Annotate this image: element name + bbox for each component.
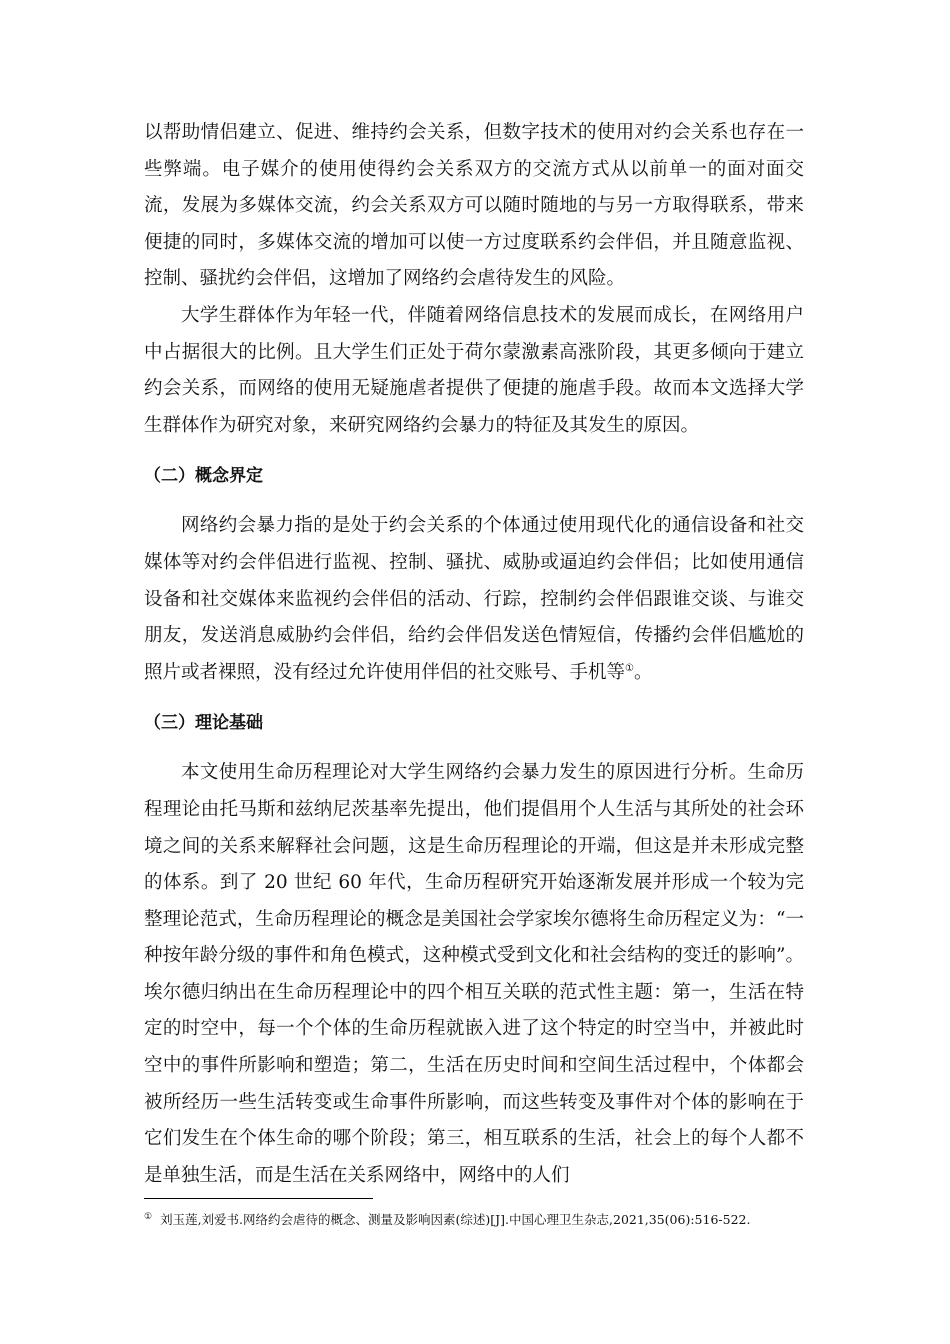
footnote-text: 刘玉莲,刘爱书.网络约会虐待的概念、测量及影响因素(综述)[J].中国心理卫生杂志,2021,35(06):516-522. [160, 1212, 751, 1227]
paragraph-definition [144, 508, 804, 691]
section-heading-theoretical-basis: （三）理论基础 [144, 713, 263, 734]
footnote-separator [144, 1198, 373, 1199]
definition-period: 。 [633, 661, 653, 683]
paragraph-life-course-theory: 本文使用生命历程理论对大学生网络约会暴力发生的原因进行分析。生命历程理论由托马斯和兹纳尼茨基率先提出，他们提倡用个人生活与其所处的社会环境之间的关系来解释社会问题，这是生命历程理论的开端，但这是并未形成完整的体系。到了 20 世纪 60 年代，生命历程研究开始逐渐发展并形成一个较为完整理论范式，生命历程理论的概念是美国社会学家埃尔德将生命历程定义为：“一种按年龄分级的事件和角色模式，这种模式受到文化和社会结构的变迁的影响”。埃尔德归纳出在生命历程理论中的四个相互关联的范式性主题：第一，生活在特定的时空中，每一个个体的生命历程就嵌入进了这个特定的时空当中，并被此时空中的事件所影响和塑造；第二，生活在历史时间和空间生活过程中，个体都会被所经历一些生活转变或生命事件所影响，而这些转变及事件对个体的影响在于它们发生在个体生命的哪个阶段；第三，相互联系的生活，社会上的每个人都不是单独生活，而是生活在关系网络中，网络中的人们 [144, 762, 804, 1186]
section-heading-concept-definition: （二）概念界定 [144, 466, 263, 487]
footnote-reference[interactable]: ① [625, 662, 634, 674]
footnote-marker: ① [144, 1211, 153, 1222]
footnote [144, 1210, 824, 1230]
body-text [144, 115, 804, 1194]
definition-text: 网络约会暴力指的是处于约会关系的个体通过使用现代化的通信设备和社交媒体等对约会伴侣进行监视、控制、骚扰、威胁或逼迫约会伴侣；比如使用通信设备和社交媒体来监视约会伴侣的活动、行踪，控制约会伴侣跟谁交谈、与谁交朋友，发送消息威胁约会伴侣，给约会伴侣发送色情短信，传播约会伴侣尴尬的照片或者裸照，没有经过允许使用伴侣的社交账号、手机等 [144, 515, 804, 683]
paragraph-continuation: 以帮助情侣建立、促进、维持约会关系，但数字技术的使用对约会关系也存在一些弊端。电子媒介的使用使得约会关系双方的交流方式从以前单一的面对面交流，发展为多媒体交流，约会关系双方可以随时随地的与另一方取得联系，带来便捷的同时，多媒体交流的增加可以使一方过度联系约会伴侣，并且随意监视、控制、骚扰约会伴侣，这增加了网络约会虐待发生的风险。 [144, 122, 804, 290]
paragraph-college-students: 大学生群体作为年轻一代，伴随着网络信息技术的发展而成长，在网络用户中占据很大的比例。且大学生们正处于荷尔蒙激素高涨阶段，其更多倾向于建立约会关系，而网络的使用无疑施虐者提供了便捷的施虐手段。故而本文选择大学生群体作为研究对象，来研究网络约会暴力的特征及其发生的原因。 [144, 304, 804, 436]
